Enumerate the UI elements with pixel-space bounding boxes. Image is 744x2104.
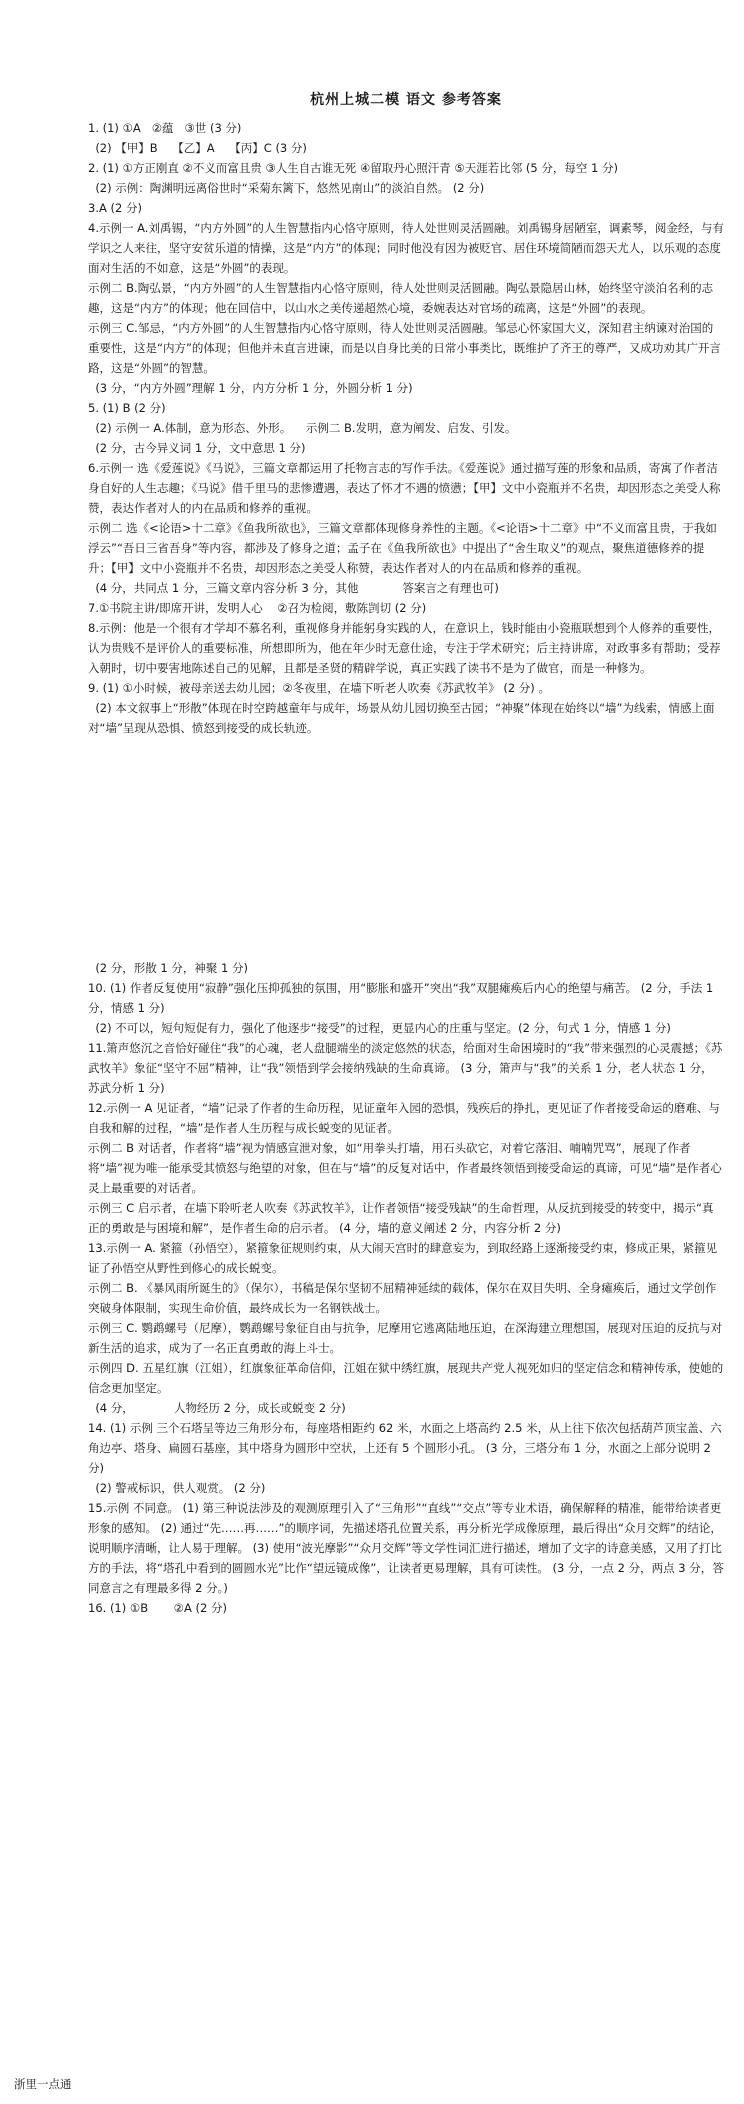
answer-line: 示例三 C. 鹦鹉螺号（尼摩），鹦鹉螺号象征自由与抗争，尼摩用它逃离陆地压迫，在深海建立理想国，展现对压迫的反抗与对新生活的追求，成为了一名正直勇敢的海上斗士。 bbox=[88, 1321, 723, 1355]
answer-line: 14. (1) 示例 三个石塔呈等边三角形分布，每座塔相距约 62 米，水面之上塔高约 2.5 米，从上往下依次包括葫芦顶宝盖、六角边亭、塔身、扁圆石基座，其中塔身为圆形中空状，上还有 5 个圆形小孔。 (3 分，三塔分布 1 分，水面之上部分说明 2 分) bbox=[88, 1421, 722, 1475]
answer-line: 13.示例一 A. 紧箍（孙悟空），紧箍象征规则约束，从大闹天宫时的肆意妄为，到取经路上逐渐接受约束，修成正果，紧箍见证了孙悟空从野性到修心的成长蜕变。 bbox=[88, 1241, 718, 1275]
answer-line: 3.A (2 分) bbox=[88, 201, 142, 215]
answer-line: (4 分， 人物经历 2 分，成长或蜕变 2 分) bbox=[88, 1401, 346, 1415]
answer-line: 示例三 C 启示者，在墙下聆听老人吹奏《苏武牧羊》，让作者领悟“接受残缺”的生命哲理，从反抗到接受的转变中，揭示“真正的勇敢是与困境和解”，是作者生命的启示者。 (4 分，墙的意义阐述 2 分，内容分析 2 分) bbox=[88, 1201, 714, 1235]
answer-line: (2) 不可以，短句短促有力，强化了他逐步“接受”的过程，更显内心的庄重与坚定。(2 分，句式 1 分，情感 1 分) bbox=[88, 1021, 671, 1035]
answer-line: 示例二 B 对话者，作者将“墙”视为情感宣泄对象，如“用拳头打墙，用石头砍它，对着它落泪、喃喃咒骂”，展现了作者将“墙”视为唯一能承受其愤怒与绝望的对象，但在与“墙”的反复对话中，作者最终领悟到接受命运的真谛，可见“墙”是作者心灵上最重要的对话者。 bbox=[88, 1141, 722, 1195]
answer-line: 2. (1) ①方正刚直 ②不义而富且贵 ③人生自古谁无死 ④留取丹心照汗青 ⑤天涯若比邻 (5 分，每空 1 分) bbox=[88, 161, 618, 175]
answer-line: 示例三 C.邹忌，“内方外圆”的人生智慧指内心恪守原则，待人处世则灵活圆融。邹忌心怀家国大义，深知君主纳谏对治国的重要性，这是“内方”的体现；但他并未直言进谏，而是以自身比美的日常小事类比，既维护了齐王的尊严，又成功劝其广开言路，这是“外圆”的智慧。 bbox=[88, 321, 721, 375]
answer-line: 示例二 B.陶弘景，“内方外圆”的人生智慧指内心恪守原则，待人处世则灵活圆融。陶弘景隐居山林，始终坚守淡泊名利的志趣，这是“内方”的体现；他在回信中，以山水之美传递超然心境，委婉表达对官场的疏离，这是“外圆”的表现。 bbox=[88, 281, 714, 315]
answer-line: (2 分，形散 1 分，神聚 1 分) bbox=[88, 961, 249, 975]
page-title: 杭州上城二模 语文 参考答案 bbox=[310, 92, 502, 108]
answers-part-1 bbox=[88, 118, 724, 738]
answer-line: (2 分，古今异义词 1 分，文中意思 1 分) bbox=[88, 441, 306, 455]
answer-line: 12.示例一 A 见证者，“墙”记录了作者的生命历程，见证童年入园的恐惧，残疾后的挣扎，更见证了作者接受命运的磨难、与自我和解的过程，“墙”是作者人生历程与成长蜕变的见证者。 bbox=[88, 1101, 720, 1135]
answer-line: (3 分，“内方外圆”理解 1 分，内方分析 1 分，外圆分析 1 分) bbox=[88, 381, 413, 395]
answers-part-2 bbox=[88, 958, 724, 1618]
answer-line: 5. (1) B (2 分) bbox=[88, 401, 166, 415]
answer-line: 8.示例：他是一个很有才学却不慕名利，重视修身并能躬身实践的人，在意识上，钱时能由小瓷瓶联想到个人修养的重要性，认为贵贱不是评价人的重要标准，所想即所为，他在年少时无意仕途，专注于学术研究；后主持讲席，对政事多有帮助；受荐入朝时，切中要害地陈述自己的见解，且都是圣贤的精辟学说，真正实践了读书不是为了做官，而是一种修为。 bbox=[88, 621, 721, 675]
answer-line: 示例四 D. 五星红旗（江姐），红旗象征革命信仰，江姐在狱中绣红旗，展现共产党人视死如归的坚定信念和精神传承，使她的信念更加坚定。 bbox=[88, 1361, 724, 1395]
answer-line: 7.①书院主讲/即席开讲，发明人心 ②召为检阅，敷陈剀切 (2 分) bbox=[88, 601, 427, 615]
answer-line: (2) 示例一 A.体制，意为形态、外形。 示例二 B.发明，意为阐发、启发、引发。 bbox=[88, 421, 517, 435]
answer-line: 11.箫声悠沉之音恰好碰住“我”的心魂，老人盘腿端坐的淡定悠然的状态，给面对生命困境时的“我”带来强烈的心灵震撼；《苏武牧羊》象征“坚守不屈”精神，让“我”领悟到学会接纳残缺的生命真谛。 (3 分，箫声与“我”的关系 1 分，老人状态 1 分，苏武分析 1 分) bbox=[88, 1041, 723, 1095]
answer-line: 1. (1) ①A ②蕴 ③世 (3 分) bbox=[88, 121, 242, 135]
answer-line: (2) 示例：陶渊明远离俗世时“采菊东篱下，悠然见南山”的淡泊自然。 (2 分) bbox=[88, 181, 485, 195]
answer-line: 16. (1) ①B ②A (2 分) bbox=[88, 1601, 227, 1615]
answer-line: 6.示例一 选《爱莲说》《马说》，三篇文章都运用了托物言志的写作手法。《爱莲说》通过描写莲的形象和品质，寄寓了作者洁身自好的人生志趣；《马说》借千里马的悲惨遭遇，表达了怀才不遇的愤懑；【甲】文中小瓷瓶并不名贵，却因形态之美受人称赞，表达作者对人的内在品质和修养的重视。 bbox=[88, 461, 721, 515]
answer-line: (2) 【甲】B 【乙】A 【丙】C (3 分) bbox=[88, 141, 307, 155]
answer-line: 示例二 B. 《暴风雨所诞生的》（保尔），书稿是保尔坚韧不屈精神延续的载体，保尔在双目失明、全身瘫痪后，通过文学创作突破身体限制，实现生命价值，最终成长为一名钢铁战士。 bbox=[88, 1281, 717, 1315]
answer-line: 9. (1) ①小时候，被母亲送去幼儿园；②冬夜里，在墙下听老人吹奏《苏武牧羊》 (2 分) 。 bbox=[88, 681, 550, 695]
footer-watermark: 浙里一点通 bbox=[14, 2077, 72, 2091]
answer-line: (2) 本文叙事上“形散”体现在时空跨越童年与成年，场景从幼儿园切换至古园；“神聚”体现在始终以“墙”为线索，情感上面对“墙”呈现从恐惧、愤怒到接受的成长轨迹。 bbox=[88, 701, 715, 735]
answer-line: (2) 警戒标识，供人观赏。 (2 分) bbox=[88, 1481, 266, 1495]
answer-line: 10. (1) 作者反复使用“寂静”强化压抑孤独的氛围，用“膨胀和盛开”突出“我”双腿瘫痪后内心的绝望与痛苦。 (2 分，手法 1 分，情感 1 分) bbox=[88, 981, 717, 1015]
answer-line: (4 分，共同点 1 分，三篇文章内容分析 3 分，其他 答案言之有理也可) bbox=[88, 581, 499, 595]
answer-sheet bbox=[88, 88, 724, 1618]
answer-line: 示例二 选《<论语>十二章》《鱼我所欲也》，三篇文章都体现修身养性的主题。《<论语>十二章》中“不义而富且贵，于我如浮云”“吾日三省吾身”等内容，都涉及了修身之道；孟子在《鱼我所欲也》中提出了“舍生取义”的观点，聚焦道德修养的提升；【甲】文中小瓷瓶并不名贵，却因形态之美受人称赞，表达作者对人的内在品质和修养的重视。 bbox=[88, 521, 717, 575]
answer-line: 15.示例 不同意。 (1) 第三种说法涉及的观测原理引入了“三角形”“直线”“交点”等专业术语，确保解释的精准，能带给读者更形象的感知。 (2) 通过“先……再……”的顺序词，先描述塔孔位置关系，再分析光学成像原理，最后得出“众月交辉”的结论，说明顺序清晰，让人易于理解。 (3) 使用“波光摩影”“众月交辉”等文学性词汇进行描述，增加了文字的诗意美感，又用了打比方的手法，将“塔孔中看到的圆圆水光”比作“望远镜成像”，让读者更易理解，具有可读性。 (3 分，一点 2 分，两点 3 分，答同意言之有理最多得 2 分。) bbox=[88, 1501, 724, 1595]
blank-gap bbox=[88, 738, 724, 958]
answer-line: 4.示例一 A.刘禹锡，“内方外圆”的人生智慧指内心恪守原则，待人处世则灵活圆融。刘禹锡身居陋室，调素琴，阅金经，与有学识之人来往，坚守安贫乐道的情操，这是“内方”的体现；同时他没有因为被贬官、居住环境简陋而怨天尤人，以乐观的态度面对生活的不如意，这是“外圆”的表现。 bbox=[88, 221, 724, 275]
